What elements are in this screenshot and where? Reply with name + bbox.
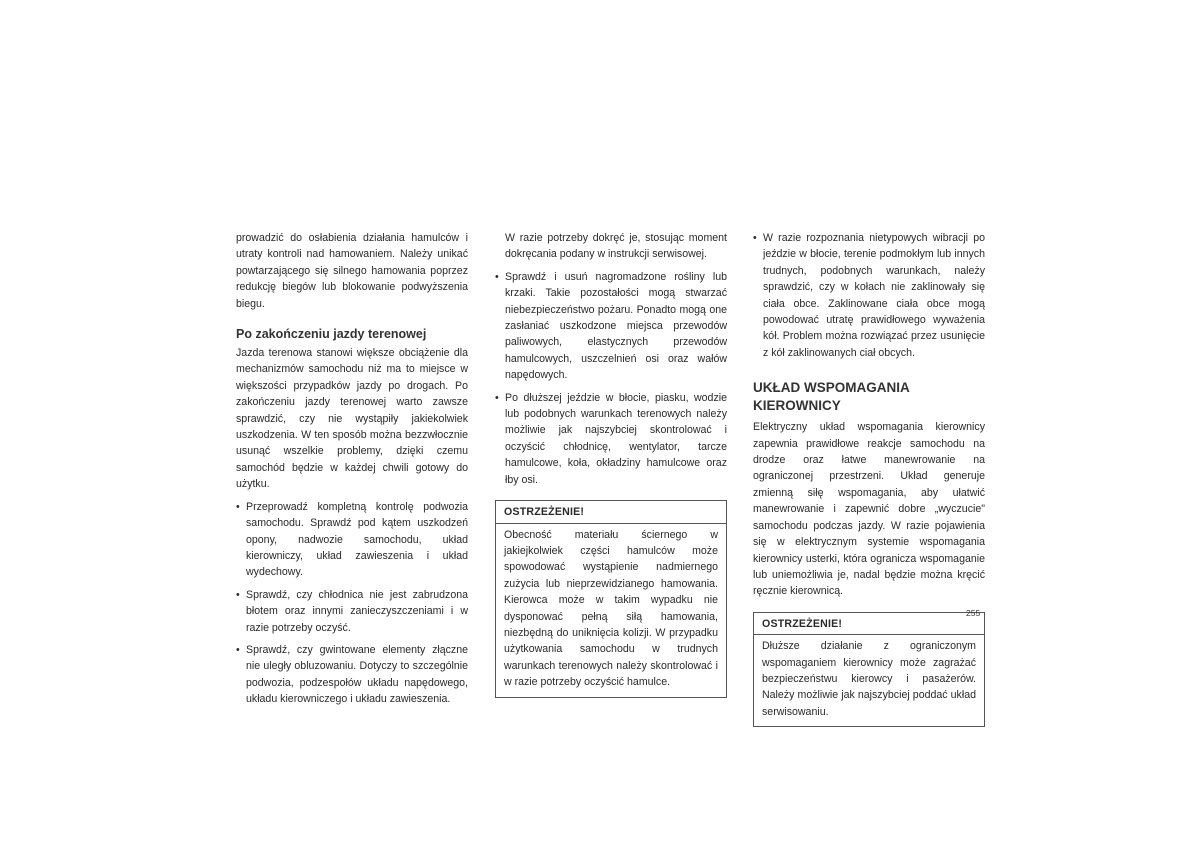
- warning-box: [495, 500, 727, 697]
- column-right: [753, 230, 985, 727]
- offroad-paragraph: Jazda terenowa stanowi większe obciążenie dla mechanizmów samochodu niż ma to miejsce w większości przypadków jazdy po drogach. Po zakończeniu jazdy terenowej warto zawsze sprawdzić, czy nie wystąpiły jakiekolwiek uszkodzenia. W ten sposób można bezzwłocznie usunąć wszelkie problemy, dzięki czemu samochód będzie w każdej chwili gotowy do użytku.: [236, 347, 468, 491]
- continuation-paragraph: W razie potrzeby dokręć je, stosując moment dokręcania podany w instrukcji serwisowej.: [505, 232, 727, 261]
- warning-text: Obecność materiału ściernego w jakiejkolwiek części hamulców może spowodować wystąpienie nadmiernego zużycia lub nieprzewidzianego hamowania. Kierowca może w takim wypadku nie dysponować pełną siłą hamowania, niezbędną do uniknięcia kolizji. W przypadku użytkowania samochodu w trudnych warunkach terenowych należy skontrolować i w razie potrzeby oczyścić hamulce.: [504, 528, 718, 689]
- warning-title: OSTRZEŻENIE!: [496, 501, 726, 523]
- checklist: [495, 269, 727, 488]
- list-item: • Sprawdź, czy chłodnica nie jest zabrudzona błotem oraz innymi zanieczyszczeniami i w razie potrzeby oczyść.: [236, 587, 468, 636]
- page-number: 255: [966, 608, 981, 618]
- warning-text: Dłuższe działanie z ograniczonym wspomaganiem kierownicy może zagrażać bezpieczeństwu kierowcy i pasażerów. Należy możliwie jak najszybciej poddać układ serwisowaniu.: [762, 640, 976, 718]
- column-left: [236, 230, 468, 708]
- checklist: [753, 230, 985, 361]
- list-item: • Sprawdź i usuń nagromadzone rośliny lub krzaki. Takie pozostałości mogą stwarzać niebezpieczeństwo pożaru. Ponadto mogą one zasłaniać uszkodzone miejsca przewodów paliwowych, elastycznych przewodów hamulcowych, uszczelnień osi oraz wałów napędowych.: [495, 269, 727, 384]
- section-heading-steering: UKŁAD WSPOMAGANIA KIEROWNICY: [753, 380, 910, 414]
- checklist: [236, 499, 468, 708]
- column-middle: [495, 230, 727, 698]
- steering-paragraph: Elektryczny układ wspomagania kierownicy zapewnia prawidłowe reakcje samochodu na drodze oraz łatwe manewrowanie na ograniczonej przestrzeni. Układ generuje zmienną siłę wspomagania, aby ułatwić manewrowanie i zapewnić dobre „wyczucie" samochodu podczas jazdy. W razie pojawienia się w elektrycznym systemie wspomagania kierownicy usterki, która ogranicza wspomaganie lub uniemożliwia je, nadal będzie można kręcić ręcznie kierownicą.: [753, 421, 985, 598]
- list-item: • W razie rozpoznania nietypowych wibracji po jeździe w błocie, terenie podmokłym lub innych trudnych, podobnych warunkach, należy sprawdzić, czy w kołach nie zaklinowały się ciała obce. Zaklinowane ciała obce mogą powodować utratę prawidłowego wyważenia kół. Problem można rozwiązać przez usunięcie z kół zaklinowanych ciał obcych.: [753, 230, 985, 361]
- intro-paragraph: prowadzić do osłabienia działania hamulców i utraty kontroli nad hamowaniem. Należy unikać powtarzającego się silnego hamowania poprzez redukcję biegów lub blokowanie podwyższenia biegu.: [236, 232, 468, 310]
- warning-title: OSTRZEŻENIE!: [754, 613, 984, 635]
- warning-box: [753, 612, 985, 727]
- list-item: • Po dłuższej jeździe w błocie, piasku, wodzie lub podobnych warunkach terenowych należy możliwie jak najszybciej skontrolować i oczyścić chłodnicę, wentylator, tarcze hamulcowe, koła, okładziny hamulcowe oraz łby osi.: [495, 390, 727, 488]
- list-item: • Sprawdź, czy gwintowane elementy złączne nie uległy obluzowaniu. Dotyczy to szczególnie podwozia, podzespołów układu napędowego, układu kierowniczego i układu zawieszenia.: [236, 642, 468, 708]
- section-heading-offroad: Po zakończeniu jazdy terenowej: [236, 327, 427, 342]
- list-item: • Przeprowadź kompletną kontrolę podwozia samochodu. Sprawdź pod kątem uszkodzeń opony, nadwozie samochodu, układ kierowniczy, układ zawieszenia i układ wydechowy.: [236, 499, 468, 581]
